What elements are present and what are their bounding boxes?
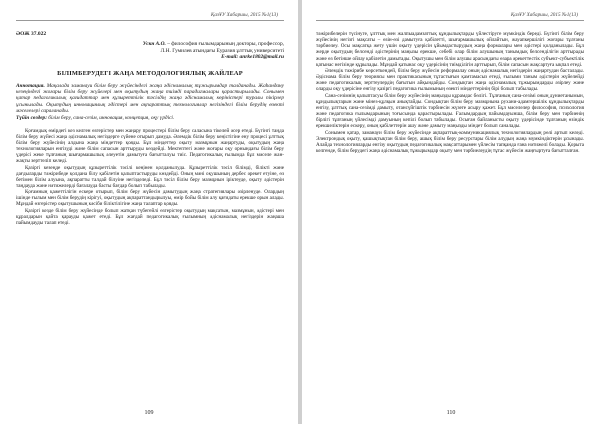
author-name: Ускн А.О. bbox=[142, 41, 166, 47]
author-affiliation: Л.Н. Гумилев атындағы Еуразия ұлттық университеті bbox=[160, 47, 284, 54]
paragraph: Әлемдік тәжірибе көрсеткендей, білім беру жүйесін реформалау оның әдіснамалық негіздерін жаңартудан басталады. Әдіснама білім беру теориясы мен практикасының тұтастығын қамтамасыз етеді, ғылыми таным әдістерін жүйелейді және педагогикалық зерттеулердің бағытын айқындайды. Сондықтан жаңа әдіснамалық тұжырымдарды әзірлеу және оларды оқу үдерісіне енгізу қазіргі педагогика ғылымының өзекті міндеттерінің бірі болып табылады. bbox=[316, 67, 584, 93]
body-text-left bbox=[16, 128, 284, 227]
abstract-label: Аннотация. bbox=[16, 82, 45, 89]
udc-code: ӘОЖ 37.022 bbox=[16, 31, 47, 37]
left-page bbox=[0, 0, 298, 424]
running-head: ҚазҰУ Хабаршы, 2015 №1(13) bbox=[16, 12, 284, 21]
keywords-text: білім беру, сана-сезім, инновация, концепция, оқу үрдісі. bbox=[46, 115, 175, 122]
paragraph: тәжірибелерін түсінуге, ұлттық мен жалпыадамзаттық құндылықтарды үйлестіруге мүмкіндік береді. Бүгінгі білім беру жүйесінің негізгі мақсаты – өзін-өзі дамытуға қабілетті, шығармашылық ойлайтын, жауапкершілігі жоғары тұлғаны тәрбиелеу. Осы мақсатқа жету үшін оқыту үдерісін ұйымдастырудың жаңа формалары мен әдістері қолданылады. Бұл жерде оқытудың белсенді әдістерінің маңызы ерекше, себебі олар білім алушының танымдық белсенділігін арттырады және өз бетінше ойлау қабілетін дамытады. Оқытушы мен білім алушы арасындағы өзара әрекеттестік субъект-субъектілік қатынас негізінде құрылады. Мұндай қатынас оқу үдерісінің тиімділігін арттырып, білім сапасын жақсартуға ықпал етеді. bbox=[316, 31, 584, 68]
page-number: 110 bbox=[446, 410, 456, 416]
author-credentials: – философия ғылымдарының докторы, профессор, bbox=[165, 41, 284, 47]
right-page bbox=[302, 0, 600, 424]
keywords-label: Түйін сөздер: bbox=[16, 115, 47, 122]
keywords bbox=[16, 115, 284, 121]
abstract-text: Мақалада заманауи білім беру жүйесіндегі жаңа әдіснамалық тұжырымдар талданады. Жаһандану кезеңіндегі жоғары білім беру жүйелері мен оқытудың жаңа тиімді парадигмалары қарастырылады. Сонымен қатар педагогикалық қағидаттар мен құзыреттілік тәсілдің жаңа әдіснамалық көріністері туралы пікірлер ұсынылады. Оқытудың инновациялық әдістері мен ақпараттық технологиялар негізіндегі білім берудің өзекті мәселелері сараланады. bbox=[16, 82, 284, 114]
paragraph: Сана-сезімнің қалыптасуы білім беру жүйесінің маңызды құрамдас бөлігі. Тұлғаның сана-сезімі оның дүниетанымын, құндылықтарын және мінез-құлқын анықтайды. Сондықтан білім беру мазмұнына рухани-адамгершілік құндылықтарды енгізу, ұлттық сана-сезімді дамыту, отансүйгіштік тәрбиесін жүзеге асыру қажет. Бұл мәселелер философия, психология және педагогика ғылымдарының тоғысында қарастырылады. Ғалымдардың пайымдауынша, білім беру мен тәрбиенің бірлігі тұлғаның үйлесімді дамуының кепілі болып табылады. Осыған байланысты оқыту үдерісінде тұлғаның өзіндік ерекшеліктерін ескеру, оның қабілеттерін ашу және дамыту маңызды міндет болып саналады. bbox=[316, 92, 584, 130]
author-block bbox=[16, 41, 284, 61]
paragraph: Қоғамның қажеттілігін ескере отырып, білім беру жүйесін дамытудың жаңа стратегиялары әзірленуде. Олардың ішінде ғылым мен білім берудің кірігуі, оқытудың ақпараттандырылуы, өмір бойы білім алу қағидаты ерекше орын алады. Мұндай өзгерістер оқытушының кәсіби біліктілігіне жаңа талаптар қояды. bbox=[16, 189, 284, 208]
author-email: E-mail: anrke1802@mail.ru bbox=[221, 54, 284, 61]
body-text-right bbox=[316, 31, 584, 154]
paragraph: Қазіргі кезде білім беру жүйесінде болып жатқан түбегейлі өзгерістер оқытудың мақсатын, мазмұнын, әдістері мен құралдарын қайта қарауды қажет етеді. Бұл жағдай педагогикалық ғылымның әдіснамалық негіздерін жаңаша пайымдауды талап етеді. bbox=[16, 207, 284, 226]
paragraph: Қазіргі кезеңде оқытудың құзыреттілік тәсілі кеңінен қолданылуда. Құзыреттілік тәсіл білімді, білікті және дағдыларды тәжірибеде қолдана білу қабілетін қалыптастыруды көздейді. Оның мәні оқушының дербес әрекет етуіне, өз бетімен білім алуына, ақпаратты талдай білуіне негізделеді. Бұл тәсіл білім беру мазмұнын іріктеуде, оқыту әдістерін таңдауда және нәтижелерді бағалауда басты бағдар болып табылады. bbox=[16, 164, 284, 189]
author-line-1 bbox=[16, 41, 284, 48]
running-head: ҚазҰУ Хабаршы, 2015 №1(13) bbox=[316, 12, 584, 21]
paragraph: Қоғамдық өмірдегі кез келген өзгерістер мен жаңару процестері білім беру саласына тікелей әсер етеді. Бүгінгі таңда білім беру жүйесі жаңа әдіснамалық негіздерге сүйене отырып дамуда. Әлемдік білім беру кеңістігіне ену процесі ұлттық білім беру жүйесінің алдына жаңа міндеттер қояды. Бұл міндеттер оқыту мазмұнын жаңартуды, оқытудың жаңа технологияларын енгізуді және білім сапасын арттыруды көздейді. Мектептегі және жоғары оқу орнындағы білім беру үдерісі жеке тұлғаның шығармашылық әлеуетін дамытуға бағытталуы тиіс. Педагогикалық ғылымда бұл мәселе жан-жақты зерттеліп келеді. bbox=[16, 127, 284, 165]
abstract bbox=[16, 83, 284, 114]
paragraph: Сонымен қатар, заманауи білім беру жүйесінде ақпараттық-коммуникациялық технологиялардың рөлі артып келеді. Электрондық оқыту, қашықтықтан білім беру, ашық білім беру ресурстары білім алудың жаңа мүмкіндіктерін ұсынады. Алайда технологияларды енгізу оқытудың педагогикалық мақсаттарымен үйлесім тапқанда ғана нәтижелі болады. Қорыта келгенде, білім берудегі жаңа әдіснамалық тұжырымдар оқыту мен тәрбиелеудің тұтас жүйесін жаңғыртуға бағытталған. bbox=[316, 129, 584, 154]
article-title: БІЛІМБЕРУДЕГІ ЖАҢА МЕТОДОЛОГИЯЛЫҚ ЖАЙЛЕАР bbox=[57, 69, 243, 77]
page-number: 109 bbox=[144, 410, 154, 416]
